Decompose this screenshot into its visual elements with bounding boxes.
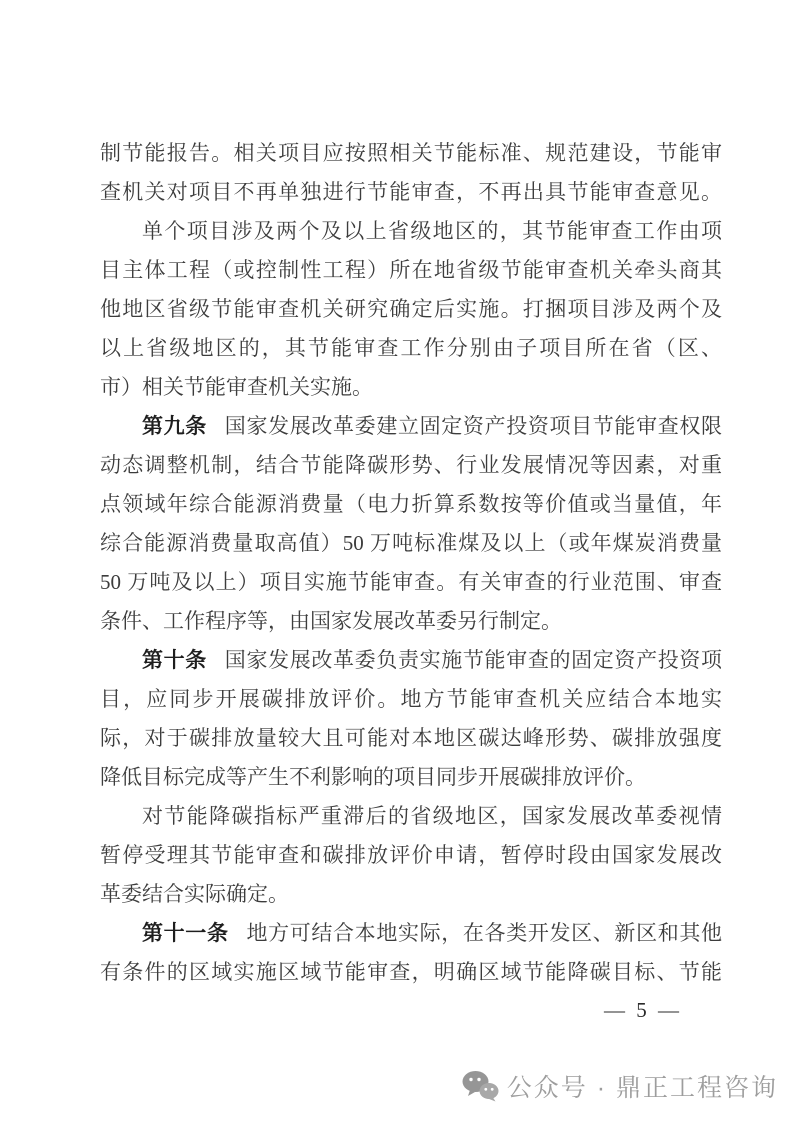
line-text: 国家发展改革委建立固定资产投资项目节能审查权限 xyxy=(224,414,722,438)
text-line: 条件、工作程序等，由国家发展改革委另行制定。 xyxy=(100,609,562,633)
watermark-text: 公众号 · 鼎正工程咨询 xyxy=(506,1074,778,1102)
text-line: 单个项目涉及两个及以上省级地区的，其节能审查工作由项 xyxy=(142,219,722,243)
document-body xyxy=(100,134,722,992)
text-line: 际，对于碳排放量较大且可能对本地区碳达峰形势、碳排放强度 xyxy=(100,726,722,750)
text-line: 市）相关节能审查机关实施。 xyxy=(100,375,373,399)
article-9-label: 第九条 xyxy=(142,415,207,438)
text-line: 对节能降碳指标严重滞后的省级地区，国家发展改革委视情 xyxy=(142,804,722,828)
page-number: — 5 — xyxy=(604,998,682,1022)
text-line: 降低目标完成等产生不利影响的项目同步开展碳排放评价。 xyxy=(100,765,646,789)
text-line xyxy=(100,914,722,953)
text-line: 目主体工程（或控制性工程）所在地省级节能审查机关牵头商其 xyxy=(100,258,722,282)
text-line: 革委结合实际确定。 xyxy=(100,882,289,906)
article-11-label: 第十一条 xyxy=(142,922,229,945)
text-line: 以上省级地区的，其节能审查工作分别由子项目所在省（区、 xyxy=(100,336,722,360)
text-line: 暂停受理其节能审查和碳排放评价申请，暂停时段由国家发展改 xyxy=(100,843,722,867)
text-line: 50 万吨及以上）项目实施节能审查。有关审查的行业范围、审查 xyxy=(100,570,722,594)
text-line: 他地区省级节能审查机关研究确定后实施。打捆项目涉及两个及 xyxy=(100,297,722,321)
text-line: 综合能源消费量取高值）50 万吨标准煤及以上（或年煤炭消费量 xyxy=(100,531,722,555)
text-line: 有条件的区域实施区域节能审查，明确区域节能降碳目标、节能 xyxy=(100,960,722,984)
wechat-icon xyxy=(462,1070,499,1102)
text-line: 查机关对项目不再单独进行节能审查，不再出具节能审查意见。 xyxy=(100,180,722,204)
text-line: 目，应同步开展碳排放评价。地方节能审查机关应结合本地实 xyxy=(100,687,722,711)
text-line: 点领域年综合能源消费量（电力折算系数按等价值或当量值，年 xyxy=(100,492,722,516)
text-line xyxy=(100,407,722,446)
line-text: 地方可结合本地实际，在各类开发区、新区和其他 xyxy=(246,921,722,945)
line-text: 国家发展改革委负责实施节能审查的固定资产投资项 xyxy=(224,648,722,672)
text-line: 动态调整机制，结合节能降碳形势、行业发展情况等因素，对重 xyxy=(100,453,722,477)
watermark-footer xyxy=(462,1068,778,1104)
text-line xyxy=(100,641,722,680)
text-line: 制节能报告。相关项目应按照相关节能标准、规范建设，节能审 xyxy=(100,141,722,165)
article-10-label: 第十条 xyxy=(142,649,207,672)
